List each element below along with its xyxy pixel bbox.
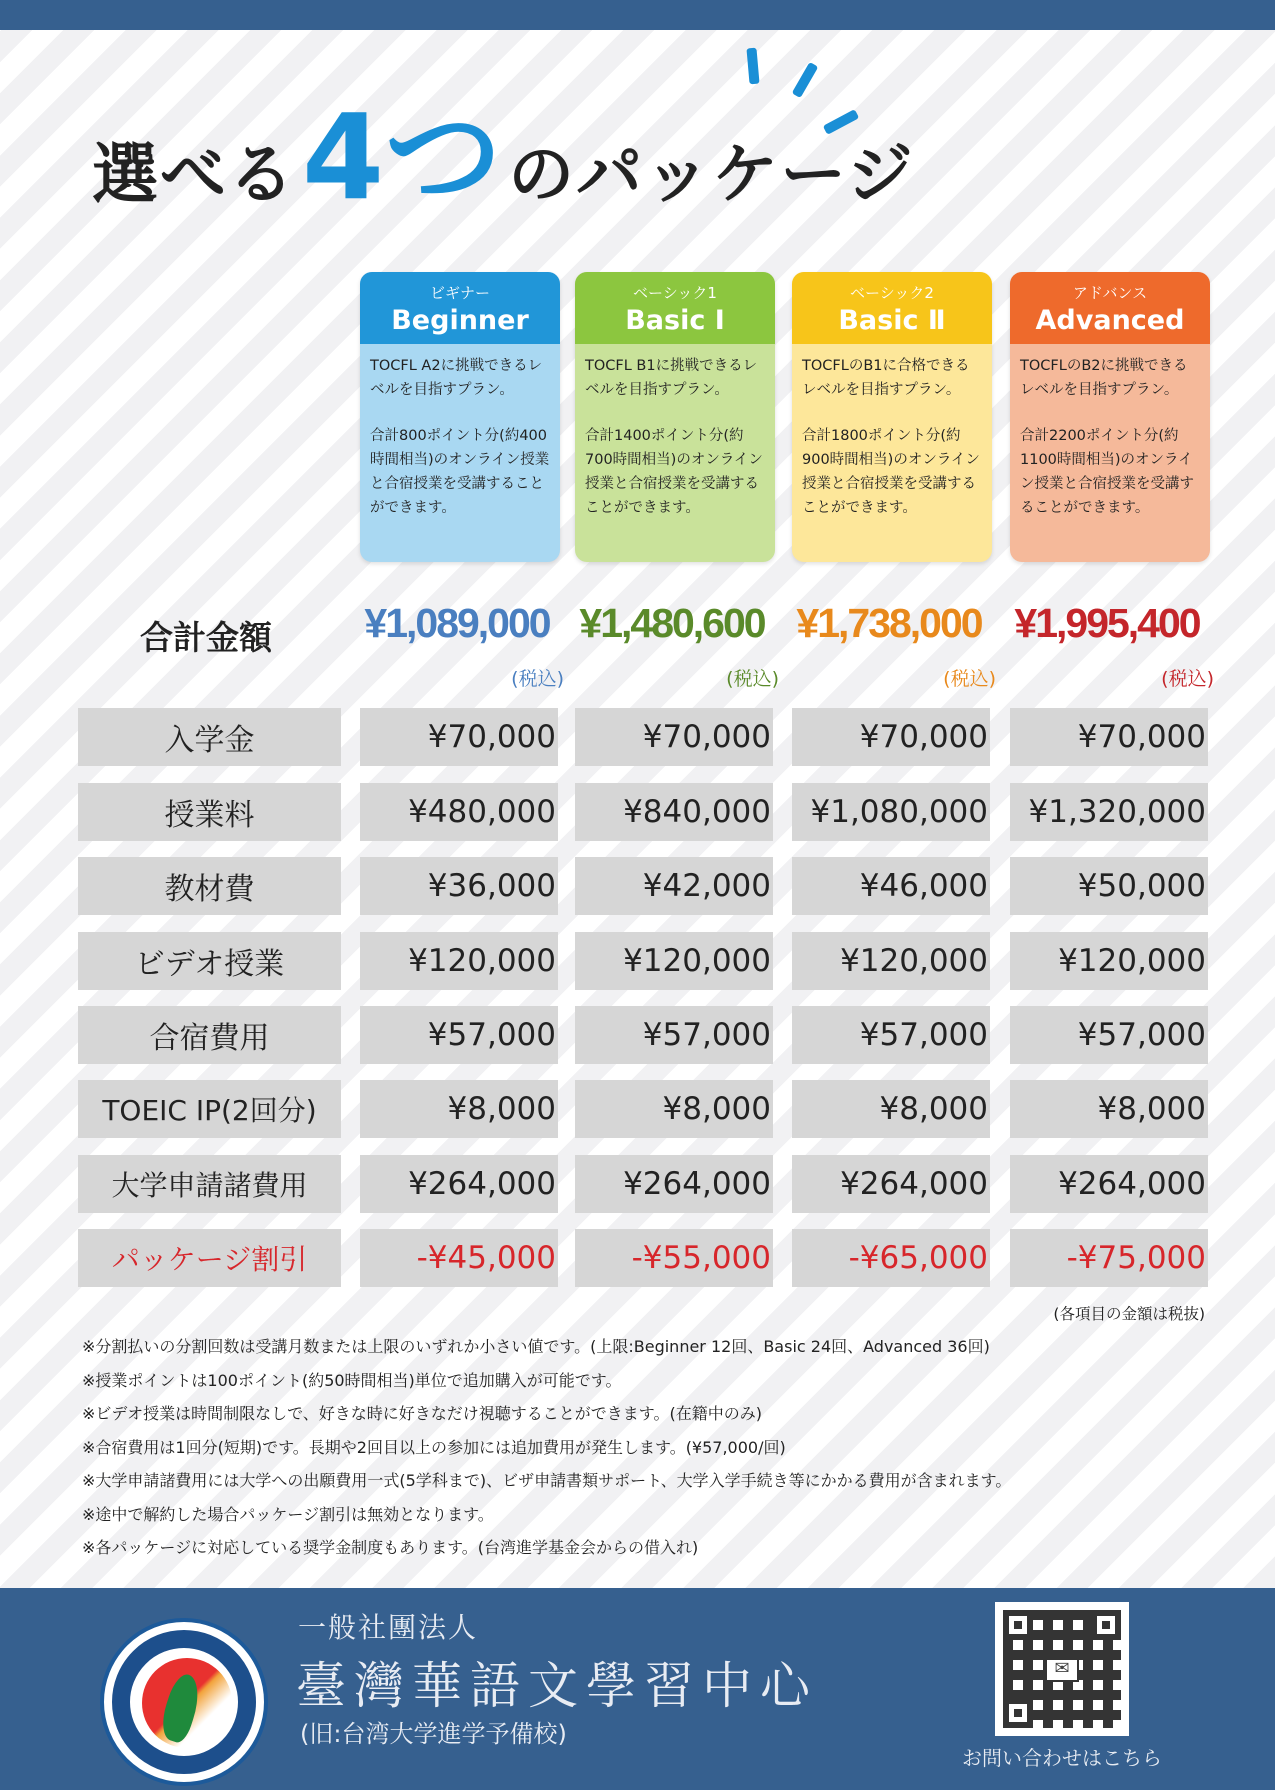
plan-name: Basic Ⅱ xyxy=(838,305,946,336)
plan-detail: 合計1400ポイント分(約700時間相当)のオンライン授業と合宿授業を受講することができます。 xyxy=(585,428,763,516)
price-cell: ¥120,000 xyxy=(792,932,990,990)
top-bar xyxy=(0,0,1275,30)
plan-description xyxy=(1010,344,1210,530)
note-item: ※途中で解約した場合パッケージ割引は無効となります。 xyxy=(82,1504,494,1524)
discount-cell: -¥75,000 xyxy=(1010,1229,1208,1287)
note-item: ※分割払いの分割回数は受講月数または上限のいずれか小さい値です。(上限:Beginner 12回、Basic 24回、Advanced 36回) xyxy=(82,1337,990,1356)
org-type: 一般社團法人 xyxy=(298,1611,479,1644)
row-label: ビデオ授業 xyxy=(78,932,341,990)
price-cell: ¥70,000 xyxy=(1010,708,1208,766)
burst-line-2 xyxy=(792,62,819,98)
price-cell: ¥46,000 xyxy=(792,857,990,915)
price-cell: ¥57,000 xyxy=(792,1006,990,1064)
plan-description xyxy=(360,344,560,530)
footer xyxy=(0,1588,1275,1790)
burst-line-1 xyxy=(746,48,759,85)
row-label: 合宿費用 xyxy=(78,1006,341,1064)
org-name: 臺灣華語文學習中心 xyxy=(296,1657,818,1715)
price-cell: ¥8,000 xyxy=(1010,1080,1208,1138)
qr-finder xyxy=(1003,1610,1033,1640)
plan-detail: 合計800ポイント分(約400時間相当)のオンライン授業と合宿授業を受講することができます。 xyxy=(370,428,550,516)
price-cell: ¥57,000 xyxy=(1010,1006,1208,1064)
row-label: 授業料 xyxy=(78,783,341,841)
price-cell: ¥120,000 xyxy=(575,932,773,990)
row-label: パッケージ割引 xyxy=(78,1229,341,1287)
price-cell: ¥36,000 xyxy=(360,857,558,915)
plan-header xyxy=(360,272,560,344)
price-cell: ¥264,000 xyxy=(360,1155,558,1213)
price-cell: ¥120,000 xyxy=(1010,932,1208,990)
plan-detail: 合計1800ポイント分(約900時間相当)のオンライン授業と合宿授業を受講することができます。 xyxy=(802,428,980,516)
price-cell: ¥70,000 xyxy=(360,708,558,766)
org-former-name: (旧:台湾大学進学予備校) xyxy=(300,1720,567,1748)
title-part3: のパッケージ xyxy=(508,136,915,213)
note-item: ※授業ポイントは100ポイント(約50時間相当)単位で追加購入が可能です。 xyxy=(82,1370,622,1390)
total-price: ¥1,089,000 xyxy=(364,600,550,646)
plan-name: Advanced xyxy=(1035,305,1185,336)
plan-card-basic-ⅰ xyxy=(575,272,775,562)
price-cell: ¥8,000 xyxy=(575,1080,773,1138)
plan-description xyxy=(575,344,775,530)
price-cell: ¥57,000 xyxy=(575,1006,773,1064)
discount-cell: -¥55,000 xyxy=(575,1229,773,1287)
note-item: ※大学申請諸費用には大学への出願費用一式(5学科まで)、ビザ申請書類サポート、大学入学手続き等にかかる費用が含まれます。 xyxy=(82,1471,1012,1490)
note-item: ※ビデオ授業は時間制限なしで、好きな時に好きなだけ視聴することができます。(在籍中のみ) xyxy=(82,1404,762,1423)
price-cell: ¥42,000 xyxy=(575,857,773,915)
plan-card-advanced xyxy=(1010,272,1210,562)
title-number: 4つ xyxy=(302,88,503,226)
qr-finder xyxy=(1003,1698,1033,1728)
plan-kana: アドバンス xyxy=(1072,284,1148,302)
tax-note: (各項目の金額は税抜) xyxy=(1053,1305,1205,1323)
qr-pattern xyxy=(1003,1610,1121,1728)
plan-kana: ベーシック1 xyxy=(633,284,717,302)
price-cell: ¥840,000 xyxy=(575,783,773,841)
discount-cell: -¥45,000 xyxy=(360,1229,558,1287)
plan-card-basic-ⅱ xyxy=(792,272,992,562)
organization-logo xyxy=(100,1618,268,1786)
price-cell: ¥50,000 xyxy=(1010,857,1208,915)
total-price: ¥1,738,000 xyxy=(796,600,982,646)
discount-cell: -¥65,000 xyxy=(792,1229,990,1287)
note-item: ※各パッケージに対応している奨学金制度もあります。(台湾進学基金会からの借入れ) xyxy=(82,1538,699,1557)
row-label: TOEIC IP(2回分) xyxy=(78,1080,341,1138)
price-cell: ¥1,080,000 xyxy=(792,783,990,841)
row-label: 大学申請諸費用 xyxy=(78,1155,341,1213)
plan-detail: 合計2200ポイント分(約1100時間相当)のオンライン授業と合宿授業を受講することができます。 xyxy=(1020,428,1194,516)
qr-finder xyxy=(1091,1610,1121,1640)
plan-goal: TOCFL B1に挑戦できるレベルを目指すプラン。 xyxy=(585,358,758,398)
plan-kana: ベーシック2 xyxy=(850,284,934,302)
plan-goal: TOCFL A2に挑戦できるレベルを目指すプラン。 xyxy=(370,358,543,398)
qr-code[interactable] xyxy=(995,1602,1129,1736)
plan-goal: TOCFLのB1に合格できるレベルを目指すプラン。 xyxy=(802,358,970,398)
price-cell: ¥8,000 xyxy=(792,1080,990,1138)
notes-list xyxy=(82,1330,1011,1565)
price-cell: ¥70,000 xyxy=(575,708,773,766)
contact-link[interactable]: お問い合わせはこちら xyxy=(962,1746,1162,1770)
price-cell: ¥264,000 xyxy=(575,1155,773,1213)
price-cell: ¥1,320,000 xyxy=(1010,783,1208,841)
plan-header xyxy=(1010,272,1210,344)
tax-included-label: (税込) xyxy=(1161,668,1214,690)
price-cell: ¥480,000 xyxy=(360,783,558,841)
note-item: ※合宿費用は1回分(短期)です。長期や2回目以上の参加には追加費用が発生します。(¥57,000/回) xyxy=(82,1437,786,1457)
price-cell: ¥120,000 xyxy=(360,932,558,990)
price-cell: ¥8,000 xyxy=(360,1080,558,1138)
plan-name: Beginner xyxy=(391,305,529,336)
total-label: 合計金額 xyxy=(140,618,272,657)
tax-included-label: (税込) xyxy=(511,668,564,690)
tax-included-label: (税込) xyxy=(943,668,996,690)
page-title xyxy=(92,88,915,226)
price-cell: ¥57,000 xyxy=(360,1006,558,1064)
price-cell: ¥264,000 xyxy=(1010,1155,1208,1213)
price-cell: ¥70,000 xyxy=(792,708,990,766)
row-label: 教材費 xyxy=(78,857,341,915)
row-label: 入学金 xyxy=(78,708,341,766)
plan-kana: ビギナー xyxy=(429,284,490,302)
plan-card-beginner xyxy=(360,272,560,562)
plan-description xyxy=(792,344,992,530)
plan-header xyxy=(575,272,775,344)
total-price: ¥1,480,600 xyxy=(579,600,765,646)
title-part1: 選べる xyxy=(92,136,296,213)
total-price: ¥1,995,400 xyxy=(1014,600,1200,646)
plan-header xyxy=(792,272,992,344)
tax-included-label: (税込) xyxy=(726,668,779,690)
plan-goal: TOCFLのB2に挑戦できるレベルを目指すプラン。 xyxy=(1020,358,1188,398)
plan-name: Basic Ⅰ xyxy=(625,305,725,336)
price-cell: ¥264,000 xyxy=(792,1155,990,1213)
mail-icon: ✉ xyxy=(1045,1658,1079,1682)
